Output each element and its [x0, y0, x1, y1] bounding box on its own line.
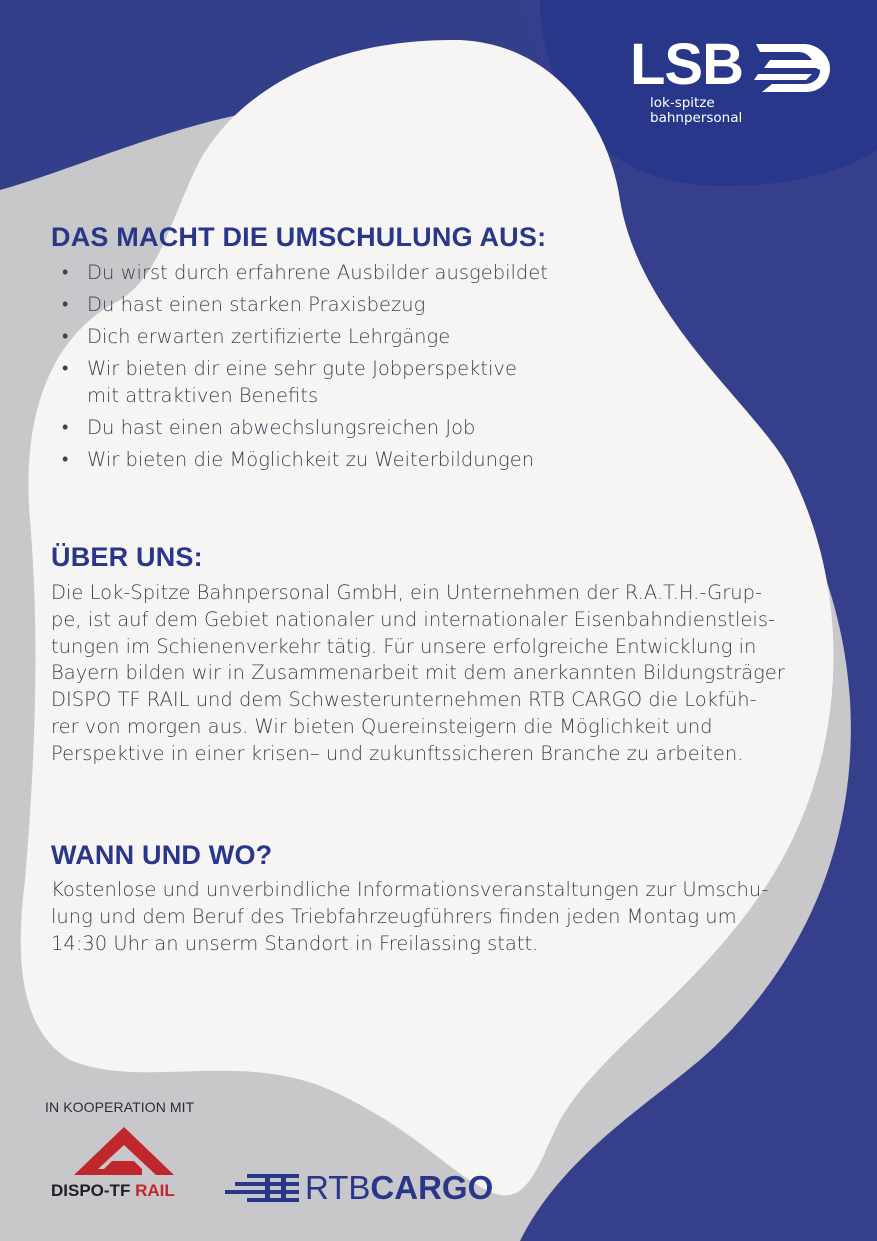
list-item-text-line2: mit attraktiven Benefits	[87, 383, 319, 407]
cooperation-label: IN KOOPERATION MIT	[45, 1099, 195, 1115]
about-line: rer von morgen aus. Wir bieten Quereinsteigern die Möglichkeit und	[51, 714, 713, 738]
lsb-logo-text: LSB	[630, 32, 743, 97]
list-item	[60, 356, 620, 409]
lsb-subtitle-line1: lok-spitze	[650, 95, 715, 111]
benefits-list	[60, 260, 620, 479]
dispo-logo-text-red: RAIL	[135, 1181, 175, 1200]
rtb-cargo-logo	[225, 1168, 500, 1208]
dispo-logo-text	[51, 1181, 175, 1201]
list-item	[60, 415, 620, 442]
when-line: 14:30 Uhr an unserm Standort in Freilassing statt.	[51, 931, 539, 955]
rtb-logo-text-light: RTB	[305, 1169, 371, 1206]
about-line: tungen im Schienenverkehr tätig. Für unsere erfolgreiche Entwicklung in	[51, 634, 757, 658]
rtb-logo-text-bold: CARGO	[370, 1169, 494, 1206]
lsb-wing-icon	[754, 42, 832, 94]
list-item-text: Wir bieten die Möglichkeit zu Weiterbildungen	[87, 447, 535, 471]
dispo-logo-text-black: DISPO-TF	[51, 1181, 136, 1200]
lsb-subtitle	[650, 96, 742, 126]
when-line: lung und dem Beruf des Triebfahrzeugführers finden jeden Montag um	[51, 904, 737, 928]
when-where-paragraph	[51, 877, 768, 957]
list-item-text: Du hast einen abwechslungsreichen Job	[87, 415, 476, 439]
list-item-text: Du wirst durch erfahrene Ausbilder ausgebildet	[87, 261, 548, 284]
dispo-roof-icon	[72, 1125, 176, 1177]
list-item	[60, 260, 620, 287]
list-item-text: Wir bieten dir eine sehr gute Jobperspektive	[87, 357, 517, 380]
list-item-text: Dich erwarten zertifizierte Lehrgänge	[87, 325, 451, 348]
section2-heading: ÜBER UNS:	[51, 542, 203, 572]
about-line: Bayern bilden wir in Zusammenarbeit mit dem anerkannten Bildungsträger	[51, 661, 785, 685]
about-line: DISPO TF RAIL und dem Schwesterunternehmen RTB CARGO die Lokfüh-	[51, 688, 757, 712]
rtb-logo-text	[305, 1168, 493, 1208]
list-item	[60, 447, 620, 474]
dispo-tf-rail-logo	[50, 1125, 200, 1205]
about-paragraph	[51, 580, 785, 768]
about-line: Perspektive in einer krisen– und zukunftssicheren Branche zu arbeiten.	[51, 741, 744, 765]
about-line: Die Lok-Spitze Bahnpersonal GmbH, ein Unternehmen der R.A.T.H.-Grup-	[51, 581, 763, 604]
about-line: pe, ist auf dem Gebiet nationaler und internationaler Eisenbahndienstleis-	[51, 607, 776, 631]
list-item	[60, 324, 620, 351]
section3-heading: WANN UND WO?	[51, 840, 273, 870]
list-item	[60, 292, 620, 319]
when-line: Kostenlose und unverbindliche Informationsveranstaltungen zur Umschu-	[51, 878, 769, 901]
lsb-logo	[630, 32, 840, 131]
lsb-subtitle-line2: bahnpersonal	[650, 110, 743, 126]
section1-heading: DAS MACHT DIE UMSCHULUNG AUS:	[51, 222, 547, 252]
rtb-lines-icon	[225, 1174, 299, 1202]
list-item-text: Du hast einen starken Praxisbezug	[87, 293, 426, 316]
